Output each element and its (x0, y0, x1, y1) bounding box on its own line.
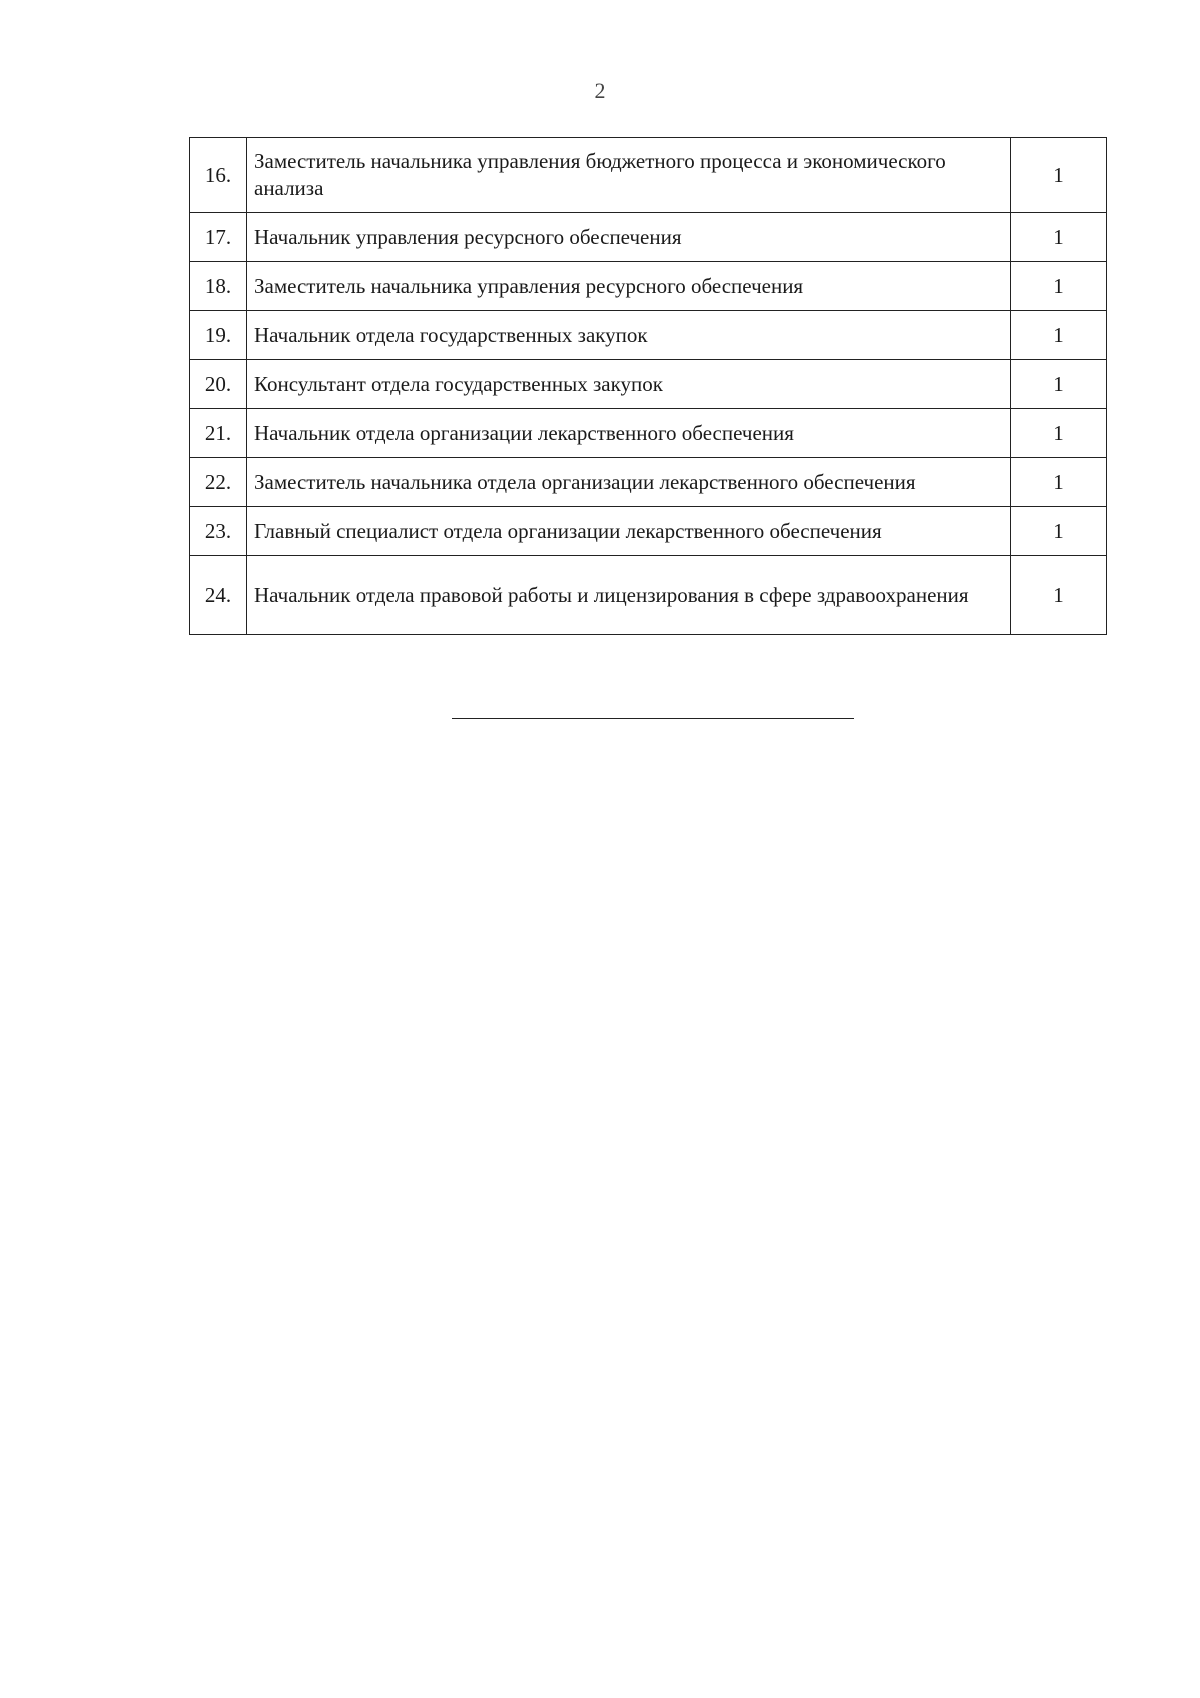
page-number: 2 (594, 78, 606, 103)
position-count: 1 (1011, 262, 1107, 311)
position-title: Начальник отдела государственных закупок (247, 311, 1011, 360)
end-divider-line (452, 718, 854, 719)
position-count: 1 (1011, 213, 1107, 262)
positions-table (189, 137, 1107, 635)
row-number: 17. (190, 213, 247, 262)
position-count: 1 (1011, 311, 1107, 360)
position-count: 1 (1011, 409, 1107, 458)
position-count: 1 (1011, 556, 1107, 635)
table-row (190, 311, 1107, 360)
position-title: Начальник отдела организации лекарственного обеспечения (247, 409, 1011, 458)
position-count: 1 (1011, 507, 1107, 556)
position-title: Начальник отдела правовой работы и лицензирования в сфере здравоохранения (247, 556, 1011, 635)
position-count: 1 (1011, 458, 1107, 507)
position-title: Заместитель начальника отдела организации лекарственного обеспечения (247, 458, 1011, 507)
table-row (190, 409, 1107, 458)
position-title: Начальник управления ресурсного обеспечения (247, 213, 1011, 262)
position-title: Заместитель начальника управления бюджетного процесса и экономического анализа (247, 138, 1011, 213)
row-number: 18. (190, 262, 247, 311)
table-row (190, 262, 1107, 311)
position-count: 1 (1011, 360, 1107, 409)
table-row (190, 458, 1107, 507)
row-number: 23. (190, 507, 247, 556)
row-number: 20. (190, 360, 247, 409)
position-title: Главный специалист отдела организации лекарственного обеспечения (247, 507, 1011, 556)
table-row (190, 360, 1107, 409)
table-row (190, 213, 1107, 262)
position-count: 1 (1011, 138, 1107, 213)
table-row (190, 507, 1107, 556)
position-title: Заместитель начальника управления ресурсного обеспечения (247, 262, 1011, 311)
table-row (190, 556, 1107, 635)
table-row (190, 138, 1107, 213)
row-number: 16. (190, 138, 247, 213)
row-number: 21. (190, 409, 247, 458)
row-number: 24. (190, 556, 247, 635)
row-number: 19. (190, 311, 247, 360)
position-title: Консультант отдела государственных закупок (247, 360, 1011, 409)
row-number: 22. (190, 458, 247, 507)
